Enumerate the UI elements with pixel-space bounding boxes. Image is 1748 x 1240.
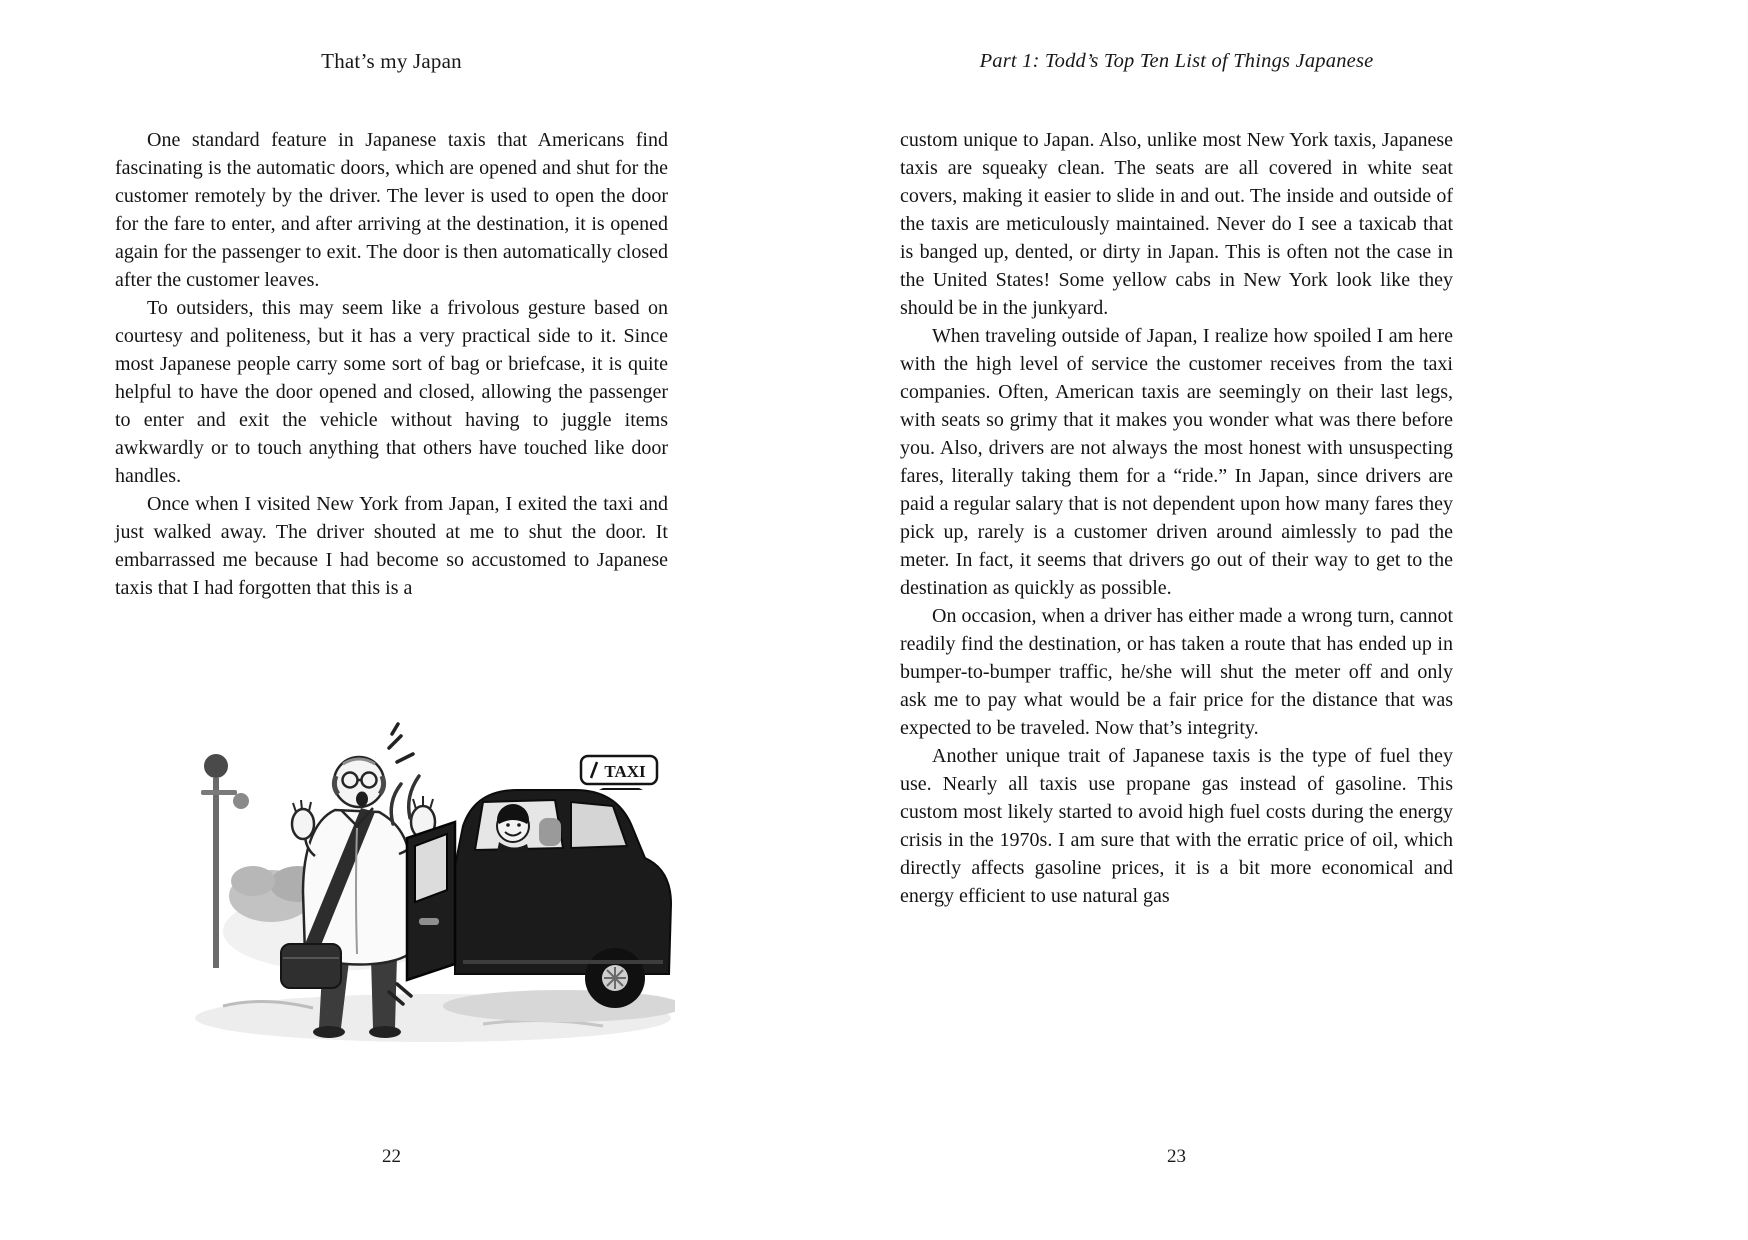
open-taxi-door <box>407 822 455 980</box>
right-running-head: Part 1: Todd’s Top Ten List of Things Japanese <box>979 50 1374 72</box>
body-paragraph: When traveling outside of Japan, I realize how spoiled I am here with the high level of service the customer receives from the taxi companies. Often, American taxis are seemingly on their last legs, with seats so grimy that it makes you wonder what was there before you. Also, drivers are not always the most honest with unsuspecting fares, literally taking them for a “ride.” In Japan, since drivers are paid a regular salary that is not dependent upon how many fares they pick up, rarely is a customer driven around aimlessly to pad the meter. In fact, it seems that drivers go out of their way to get to the destination as quickly as possible. <box>900 325 1453 599</box>
body-paragraph: Another unique trait of Japanese taxis is the type of fuel they use. Nearly all taxis use propane gas instead of gasoline. This custom most likely started to avoid high fuel costs during the energy crisis in the 1970s. I am sure that with the erratic price of oil, which directly affects gasoline prices, it is a bit more economical and energy efficient to use natural gas <box>900 745 1453 907</box>
seat-headrest <box>539 818 561 846</box>
body-paragraph: Once when I visited New York from Japan, I exited the taxi and just walked away. The driver shouted at me to shut the door. It embarrassed me because I had become so accustomed to Japanese taxis that I had forgotten that this is a <box>115 493 668 599</box>
body-paragraph: custom unique to Japan. Also, unlike most New York taxis, Japanese taxis are squeaky clean. The seats are all covered in white seat covers, making it easier to slide in and out. The inside and outside of the taxis are meticulously maintained. Never do I see a taxicab that is banged up, dented, or dirty in Japan. This is often not the case in the United States! Some yellow cabs in New York look like they should be in the junkyard. <box>900 129 1453 319</box>
taxi-illustration <box>183 706 675 1052</box>
taxi-car <box>389 756 675 1022</box>
right-page-number: 23 <box>1167 1146 1186 1167</box>
left-page-number: 22 <box>382 1146 401 1167</box>
taxi-roof-sign-text: TAXI <box>604 762 646 781</box>
body-paragraph: To outsiders, this may seem like a frivolous gesture based on courtesy and politeness, but it has a very practical side to it. Since most Japanese people carry some sort of bag or briefcase, it is quite helpful to have the door opened and closed, allowing the passenger to enter and exit the vehicle without having to juggle items awkwardly or to touch anything that others have touched like door handles. <box>115 297 668 487</box>
left-page-body <box>115 126 668 602</box>
body-paragraph: On occasion, when a driver has either made a wrong turn, cannot readily find the destination, or has taken a route that has ended up in bumper-to-bumper traffic, he/she will shut the meter off and only ask me to pay what would be a fair price for the distance that was expected to be traveled. Now that’s integrity. <box>900 605 1453 739</box>
taxi-wheel <box>585 948 645 1008</box>
taxi-roof-sign <box>581 756 657 790</box>
left-running-head: That’s my Japan <box>321 49 462 73</box>
right-page-body <box>900 126 1453 910</box>
body-paragraph: One standard feature in Japanese taxis that Americans find fascinating is the automatic doors, which are opened and shut for the customer remotely by the driver. The lever is used to open the door for the fare to enter, and after arriving at the destination, it is opened again for the passenger to exit. The door is then automatically closed after the customer leaves. <box>115 129 668 291</box>
